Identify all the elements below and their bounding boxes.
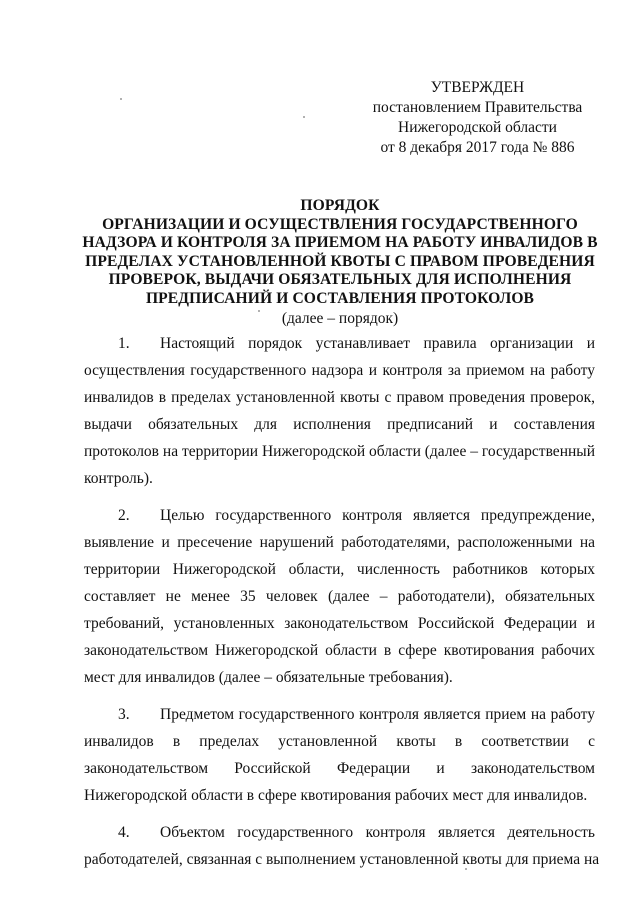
paragraph-line: мест для инвалидов (далее – обязательные требования). [84,669,453,686]
title-line: ОРГАНИЗАЦИИ И ОСУЩЕСТВЛЕНИЯ ГОСУДАРСТВЕННОГО [102,215,578,233]
paragraph-number: 4. [118,824,130,841]
document-body [84,335,600,878]
paragraph-line: контроль). [84,470,153,487]
document-title [70,197,610,328]
paragraph-line: инвалидов в пределах установленной квоты с правом проведения проверок, [84,389,595,406]
paragraph-line: законодательством Российской Федерации и законодательством [84,760,595,777]
paragraph-1 [84,335,595,497]
paragraph-line: 3. Предметом государственного контроля является прием на работу [118,706,595,723]
paragraph-line: 2. Целью государственного контроля является предупреждение, [118,507,595,524]
paragraph-line: протоколов на территории Нижегородской области (далее – государственный [84,443,595,460]
approval-date-line: от 8 декабря 2017 года № 886 [380,139,575,156]
scan-speck [258,310,260,312]
title-line: НАДЗОРА И КОНТРОЛЯ ЗА ПРИЕМОМ НА РАБОТУ ИНВАЛИДОВ В [82,234,598,252]
paragraph-line: составляет не менее 35 человек (далее – работодатели), обязательных [84,588,595,605]
approval-heading: УТВЕРЖДЕН [430,79,525,96]
paragraph-number: 1. [118,335,130,352]
scan-speck [120,98,122,100]
title-line: ПОРЯДОК [300,197,380,214]
scan-speck [303,116,305,118]
title-line: ПРЕДЕЛАХ УСТАНОВЛЕННОЙ КВОТЫ С ПРАВОМ ПРОВЕДЕНИЯ [85,252,595,270]
paragraph-line: законодательством Нижегородской области в сфере квотирования рабочих [84,642,595,659]
paragraph-number: 2. [118,507,130,524]
title-line: ПРЕДПИСАНИЙ И СОСТАВЛЕНИЯ ПРОТОКОЛОВ [145,289,535,307]
paragraph-line: 4. Объектом государственного контроля является деятельность [118,824,595,841]
paragraph-line: инвалидов в пределах установленной квоты в соответствии с [84,733,595,750]
paragraph-line: работодателей, связанная с выполнением установленной квоты для приема на [84,851,600,868]
paragraph-line: выявление и пресечение нарушений работодателями, расположенными на [84,534,595,551]
paragraph-line: 1. Настоящий порядок устанавливает правила организации и [118,335,595,352]
paragraph-line: осуществления государственного надзора и контроля за приемом на работу [84,362,595,379]
paragraph-3 [84,706,595,814]
paragraph-4 [84,824,600,878]
paragraph-2 [84,507,595,696]
title-main [70,197,610,309]
scan-speck [465,868,467,870]
approval-line: Нижегородской области [398,119,557,136]
paragraph-line: Нижегородской области в сфере квотирования рабочих мест для инвалидов. [84,787,588,804]
title-line: ПРОВЕРОК, ВЫДАЧИ ОБЯЗАТЕЛЬНЫХ ДЛЯ ИСПОЛНЕНИЯ [108,271,572,289]
paragraph-line: территории Нижегородской области, численность работников которых [84,561,595,578]
paragraph-number: 3. [118,706,130,723]
title-subtitle: (далее – порядок) [281,309,399,327]
paragraph-line: требований, установленных законодательством Российской Федерации и [84,615,595,632]
paragraph-line: выдачи обязательных для исполнения предписаний и составления [84,416,595,433]
approval-stamp [360,78,595,158]
approval-line: постановлением Правительства [372,99,583,116]
